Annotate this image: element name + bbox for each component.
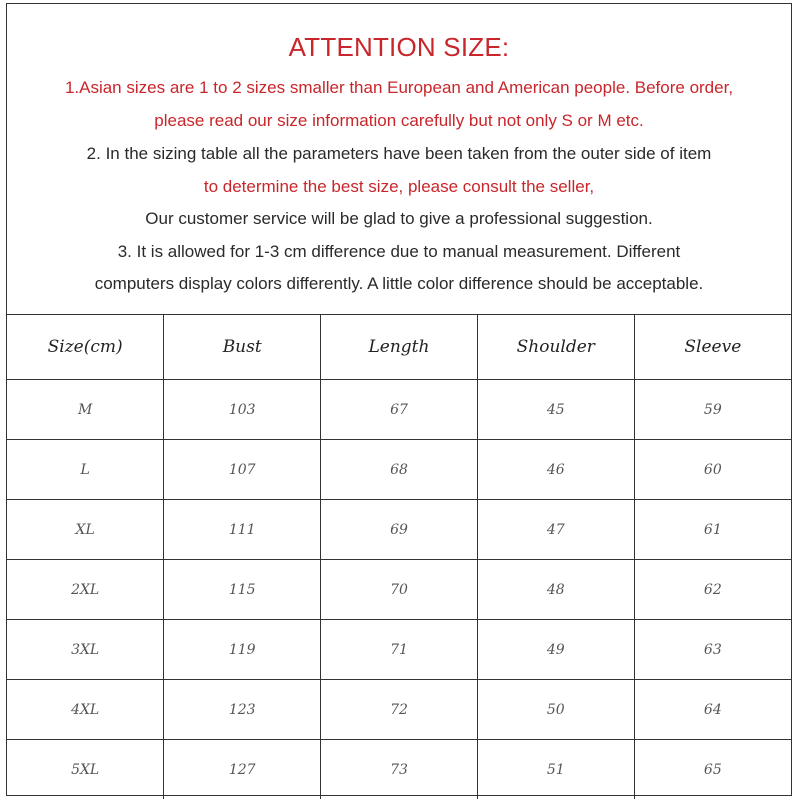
cell-length: 72 — [321, 680, 478, 740]
cell-length: 69 — [321, 500, 478, 560]
cell-sleeve: 65 — [634, 740, 791, 800]
notice-line-4: to determine the best size, please consult the seller, — [203, 177, 595, 196]
notice-line-2: please read our size information carefully but not only S or M etc. — [154, 111, 644, 130]
table-row — [7, 680, 791, 740]
notice-line-5: Our customer service will be glad to give a professional suggestion. — [145, 209, 653, 228]
table-row — [7, 440, 791, 500]
table-row — [7, 560, 791, 620]
table-header-row — [7, 315, 791, 380]
cell-sleeve: 63 — [634, 620, 791, 680]
size-table — [7, 314, 791, 799]
notice-line-7: computers display colors differently. A little color difference should be acceptable. — [94, 274, 704, 293]
notice-title: ATTENTION SIZE: — [288, 32, 510, 62]
cell-bust: 123 — [164, 680, 321, 740]
table-row — [7, 740, 791, 800]
cell-shoulder: 49 — [477, 620, 634, 680]
notice-line-6: 3. It is allowed for 1-3 cm difference due to manual measurement. Different — [117, 242, 681, 261]
cell-shoulder: 51 — [477, 740, 634, 800]
cell-size: 2XL — [7, 560, 164, 620]
header-size: Size(cm) — [7, 315, 164, 380]
header-shoulder: Shoulder — [477, 315, 634, 380]
cell-sleeve: 61 — [634, 500, 791, 560]
cell-bust: 111 — [164, 500, 321, 560]
cell-bust: 119 — [164, 620, 321, 680]
notice-line-3: 2. In the sizing table all the parameters have been taken from the outer side of item — [86, 144, 712, 163]
cell-sleeve: 60 — [634, 440, 791, 500]
attention-notice — [7, 4, 791, 314]
table-row — [7, 500, 791, 560]
header-length: Length — [321, 315, 478, 380]
table-row — [7, 380, 791, 440]
cell-shoulder: 45 — [477, 380, 634, 440]
cell-sleeve: 59 — [634, 380, 791, 440]
cell-length: 71 — [321, 620, 478, 680]
cell-size: XL — [7, 500, 164, 560]
header-sleeve: Sleeve — [634, 315, 791, 380]
header-bust: Bust — [164, 315, 321, 380]
cell-size: L — [7, 440, 164, 500]
cell-shoulder: 48 — [477, 560, 634, 620]
cell-shoulder: 47 — [477, 500, 634, 560]
cell-shoulder: 46 — [477, 440, 634, 500]
cell-sleeve: 62 — [634, 560, 791, 620]
cell-length: 73 — [321, 740, 478, 800]
cell-bust: 127 — [164, 740, 321, 800]
cell-bust: 107 — [164, 440, 321, 500]
cell-length: 70 — [321, 560, 478, 620]
cell-length: 68 — [321, 440, 478, 500]
notice-line-1: 1.Asian sizes are 1 to 2 sizes smaller than European and American people. Before order, — [64, 78, 734, 97]
table-row — [7, 620, 791, 680]
cell-bust: 103 — [164, 380, 321, 440]
cell-size: 4XL — [7, 680, 164, 740]
cell-bust: 115 — [164, 560, 321, 620]
cell-length: 67 — [321, 380, 478, 440]
cell-size: M — [7, 380, 164, 440]
cell-size: 3XL — [7, 620, 164, 680]
size-chart-frame — [6, 3, 792, 796]
cell-sleeve: 64 — [634, 680, 791, 740]
cell-size: 5XL — [7, 740, 164, 800]
cell-shoulder: 50 — [477, 680, 634, 740]
